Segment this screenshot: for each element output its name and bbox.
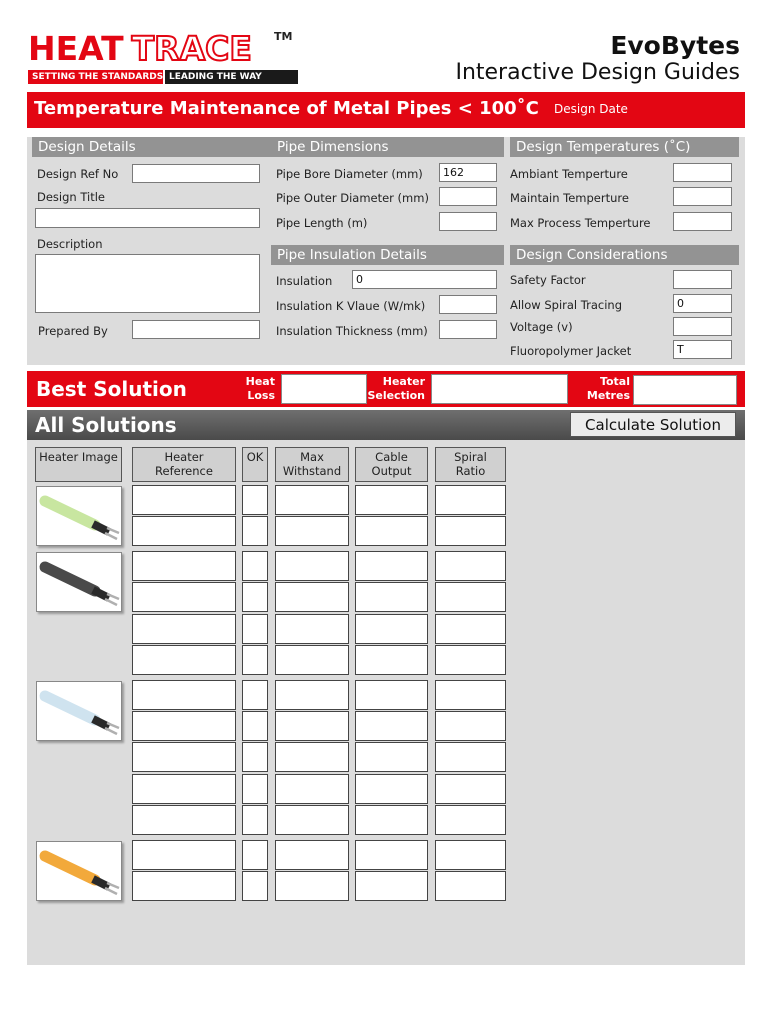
total-metres-output [633, 375, 737, 405]
spiral-ratio-cell [435, 742, 506, 772]
design-ref-label: Design Ref No [37, 167, 119, 181]
heater-reference-cell [132, 871, 236, 901]
max-withstand-cell [275, 805, 349, 835]
ok-cell [242, 680, 268, 710]
logo-wordmark: HEAT TRACE [28, 29, 252, 68]
heater-reference-cell [132, 645, 236, 675]
col-heater-image: Heater Image [35, 447, 122, 482]
maintain-temp-input[interactable] [673, 187, 732, 206]
insulation-thickness-input[interactable] [439, 320, 497, 339]
cable-output-cell [355, 485, 428, 515]
safety-factor-input[interactable] [673, 270, 732, 289]
voltage-label: Voltage (v) [510, 320, 573, 334]
heater-reference-cell [132, 840, 236, 870]
design-title-input[interactable] [35, 208, 260, 228]
spiral-ratio-cell [435, 551, 506, 581]
page-title: Temperature Maintenance of Metal Pipes < 100˚C [34, 98, 539, 119]
col-heater-reference: Heater Reference [132, 447, 236, 482]
prepared-by-label: Prepared By [38, 324, 108, 338]
pipe-bore-input[interactable] [439, 163, 497, 182]
max-process-temp-label: Max Process Temperture [510, 216, 651, 230]
col-spiral-ratio: Spiral Ratio [435, 447, 506, 482]
heater-cable-orange-icon [36, 841, 122, 901]
prepared-by-input[interactable] [132, 320, 260, 339]
max-withstand-cell [275, 582, 349, 612]
heater-reference-cell [132, 711, 236, 741]
ok-cell [242, 805, 268, 835]
ok-cell [242, 551, 268, 581]
ok-cell [242, 485, 268, 515]
max-withstand-cell [275, 840, 349, 870]
brand-block [455, 32, 740, 86]
maintain-temp-label: Maintain Temperture [510, 191, 629, 205]
max-withstand-cell [275, 485, 349, 515]
heater-reference-cell [132, 774, 236, 804]
pipe-outer-label: Pipe Outer Diameter (mm) [276, 191, 429, 205]
safety-factor-label: Safety Factor [510, 273, 586, 287]
heat-loss-output [281, 374, 367, 404]
pipe-bore-label: Pipe Bore Diameter (mm) [276, 167, 423, 181]
heater-reference-cell [132, 742, 236, 772]
fluoropolymer-jacket-input[interactable] [673, 340, 732, 359]
design-ref-input[interactable] [132, 164, 260, 183]
heater-reference-cell [132, 516, 236, 546]
col-max-withstand: Max Withstand [275, 447, 349, 482]
pipe-length-input[interactable] [439, 212, 497, 231]
spiral-tracing-input[interactable] [673, 294, 732, 313]
spiral-ratio-cell [435, 871, 506, 901]
spiral-ratio-cell [435, 516, 506, 546]
heater-reference-cell [132, 680, 236, 710]
ok-cell [242, 742, 268, 772]
insulation-heading: Pipe Insulation Details [271, 245, 504, 265]
max-withstand-cell [275, 614, 349, 644]
cable-output-cell [355, 516, 428, 546]
brand-subtitle: Interactive Design Guides [455, 60, 740, 85]
spiral-ratio-cell [435, 680, 506, 710]
heater-reference-cell [132, 614, 236, 644]
pipe-outer-input[interactable] [439, 187, 497, 206]
max-withstand-cell [275, 551, 349, 581]
insulation-thickness-label: Insulation Thickness (mm) [276, 324, 428, 338]
ok-cell [242, 840, 268, 870]
spiral-ratio-cell [435, 805, 506, 835]
pipe-dimensions-heading: Pipe Dimensions [271, 137, 504, 157]
ok-cell [242, 645, 268, 675]
ok-cell [242, 711, 268, 741]
max-withstand-cell [275, 645, 349, 675]
heater-reference-cell [132, 485, 236, 515]
spiral-ratio-cell [435, 582, 506, 612]
cable-output-cell [355, 774, 428, 804]
description-label: Description [37, 237, 103, 251]
spiral-ratio-cell [435, 840, 506, 870]
logo-tagline-standards: SETTING THE STANDARDS [28, 70, 163, 84]
max-withstand-cell [275, 680, 349, 710]
brand-name: EvoBytes [610, 31, 740, 60]
insulation-input[interactable] [352, 270, 497, 289]
fluoropolymer-jacket-label: Fluoropolymer Jacket [510, 344, 632, 358]
spiral-ratio-cell [435, 614, 506, 644]
spiral-ratio-cell [435, 774, 506, 804]
spiral-tracing-label: Allow Spiral Tracing [510, 298, 622, 312]
cable-output-cell [355, 614, 428, 644]
description-textarea[interactable] [35, 254, 260, 313]
ok-cell [242, 614, 268, 644]
ok-cell [242, 516, 268, 546]
heat-loss-label: Heat Loss [245, 375, 275, 402]
heater-reference-cell [132, 582, 236, 612]
ambient-temp-label: Ambiant Temperture [510, 167, 628, 181]
heat-trace-logo [28, 29, 293, 86]
title-bar [27, 92, 745, 128]
heater-selection-output [431, 374, 568, 404]
heater-selection-label: Heater Selection [367, 375, 425, 402]
cable-output-cell [355, 582, 428, 612]
ok-cell [242, 871, 268, 901]
ok-cell [242, 582, 268, 612]
design-details-heading: Design Details [32, 137, 290, 157]
spiral-ratio-cell [435, 485, 506, 515]
max-withstand-cell [275, 871, 349, 901]
max-withstand-cell [275, 774, 349, 804]
insulation-k-label: Insulation K Vlaue (W/mk) [276, 299, 426, 313]
heater-cable-blue-icon [36, 681, 122, 741]
design-title-label: Design Title [37, 190, 106, 204]
voltage-input[interactable] [673, 317, 732, 336]
calculate-solution-button[interactable]: Calculate Solution [570, 412, 736, 437]
trademark-mark: TM [274, 30, 293, 43]
design-date-label: Design Date [554, 102, 628, 116]
cable-output-cell [355, 680, 428, 710]
insulation-label: Insulation [276, 274, 333, 288]
cable-output-cell [355, 805, 428, 835]
col-ok: OK [242, 447, 268, 482]
max-withstand-cell [275, 711, 349, 741]
logo-tagline-leading: LEADING THE WAY [165, 70, 298, 84]
cable-output-cell [355, 551, 428, 581]
cable-output-cell [355, 645, 428, 675]
design-temperatures-heading: Design Temperatures (˚C) [510, 137, 739, 157]
cable-output-cell [355, 742, 428, 772]
col-cable-output: Cable Output [355, 447, 428, 482]
cable-output-cell [355, 840, 428, 870]
insulation-k-input[interactable] [439, 295, 497, 314]
cable-output-cell [355, 871, 428, 901]
solutions-table [27, 440, 745, 965]
cable-output-cell [355, 711, 428, 741]
heater-cable-green-icon [36, 486, 122, 546]
spiral-ratio-cell [435, 711, 506, 741]
max-withstand-cell [275, 742, 349, 772]
best-solution-bar [27, 371, 745, 407]
design-considerations-heading: Design Considerations [510, 245, 739, 265]
all-solutions-bar [27, 410, 745, 440]
spiral-ratio-cell [435, 645, 506, 675]
all-solutions-title: All Solutions [35, 413, 177, 437]
heater-reference-cell [132, 805, 236, 835]
design-form-panel [27, 137, 745, 365]
max-withstand-cell [275, 516, 349, 546]
ambient-temp-input[interactable] [673, 163, 732, 182]
total-metres-label: Total Metres [586, 375, 630, 402]
ok-cell [242, 774, 268, 804]
best-solution-title: Best Solution [36, 377, 187, 401]
heater-reference-cell [132, 551, 236, 581]
heater-cable-black-icon [36, 552, 122, 612]
max-process-temp-input[interactable] [673, 212, 732, 231]
pipe-length-label: Pipe Length (m) [276, 216, 368, 230]
